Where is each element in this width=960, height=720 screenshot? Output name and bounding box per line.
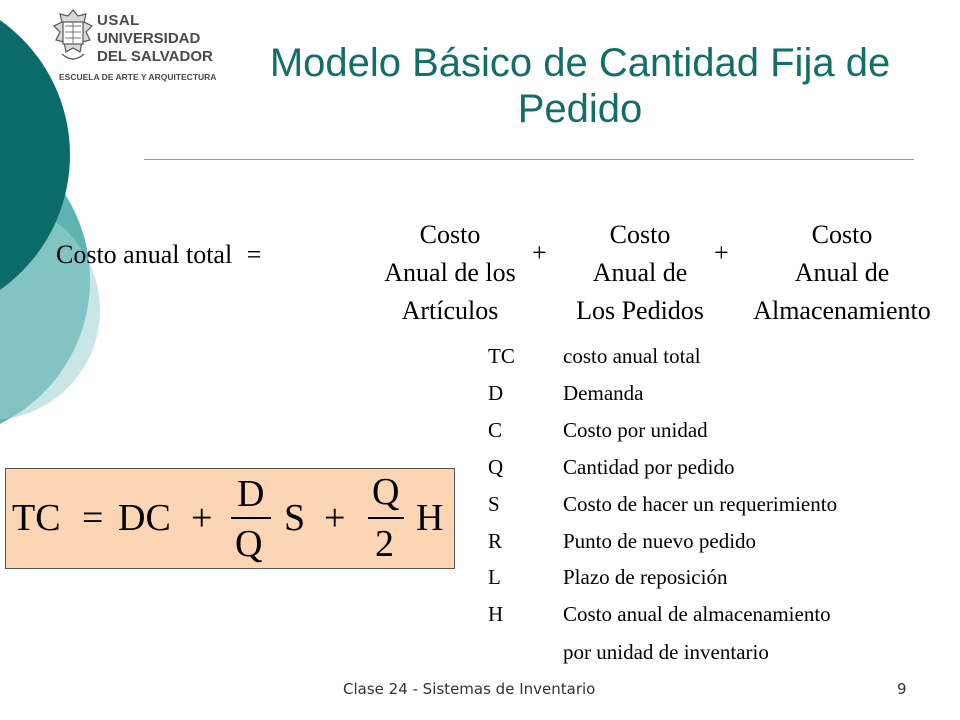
term-line: Costo (419, 220, 481, 249)
legend-description: Cantidad por pedido (563, 455, 735, 479)
legend-description: Punto de nuevo pedido (563, 529, 757, 553)
formula-numerator-q: Q (372, 471, 400, 513)
university-logo (52, 8, 230, 86)
formula-s: S (284, 497, 306, 539)
term-line: Los Pedidos (576, 296, 704, 325)
eoq-cost-formula (5, 468, 455, 569)
formula-plus: + (324, 497, 346, 539)
term-articulos (360, 216, 540, 330)
formula-denominator-q: Q (235, 523, 263, 565)
legend-description: Costo de hacer un requerimiento (563, 492, 838, 516)
legend-description: Costo anual de almacenamiento (563, 602, 831, 626)
logo-line-salvador: DEL SALVADOR (97, 48, 213, 65)
legend-description: costo anual total (563, 344, 701, 368)
plus-sign: + (714, 238, 729, 267)
title-divider (144, 159, 914, 160)
legend-description: Demanda (563, 381, 644, 405)
legend-symbol: R (488, 529, 503, 553)
formula-dc: DC (118, 497, 171, 539)
legend-description: Plazo de reposición (563, 565, 728, 589)
crest-icon (52, 8, 94, 68)
term-line: Costo (609, 220, 671, 249)
legend-symbol: H (488, 602, 504, 626)
legend-symbol: TC (488, 344, 515, 368)
legend-symbol: S (488, 492, 500, 516)
formula-numerator-d: D (237, 473, 265, 515)
term-line: Almacenamiento (753, 296, 931, 325)
term-almacenamiento (735, 216, 949, 330)
fraction-bar (231, 517, 271, 519)
slide-title: Modelo Básico de Cantidad Fija de Pedido (269, 41, 891, 131)
formula-h: H (416, 497, 444, 539)
plus-sign: + (532, 238, 547, 267)
formula-equals: = (82, 497, 104, 539)
term-line: Costo (811, 220, 873, 249)
footer-title: Clase 24 - Sistemas de Inventario (343, 680, 596, 698)
term-line: Artículos (401, 296, 499, 325)
logo-line-usal: USAL (97, 12, 140, 29)
equation-lhs (56, 240, 261, 270)
formula-plus: + (191, 497, 213, 539)
term-line: Anual de (794, 258, 890, 287)
legend-description: por unidad de inventario (563, 640, 769, 664)
legend-symbol: L (488, 565, 501, 589)
formula-denominator-2: 2 (375, 523, 394, 565)
legend-symbol: D (488, 381, 504, 405)
legend-symbol: Q (488, 455, 504, 479)
legend-description: Costo por unidad (563, 418, 708, 442)
term-pedidos (555, 216, 725, 330)
term-line: Anual de los (384, 258, 516, 287)
term-line: Anual de (592, 258, 688, 287)
fraction-bar (368, 517, 404, 519)
equation-lhs-label: Costo anual total (56, 240, 233, 269)
equation-equals: = (246, 240, 262, 269)
page-number: 9 (897, 680, 907, 698)
logo-line-universidad: UNIVERSIDAD (97, 30, 201, 47)
legend-symbol: C (488, 418, 503, 442)
logo-line-escuela: ESCUELA DE ARTE Y ARQUITECTURA (59, 72, 217, 82)
formula-tc: TC (12, 497, 61, 539)
